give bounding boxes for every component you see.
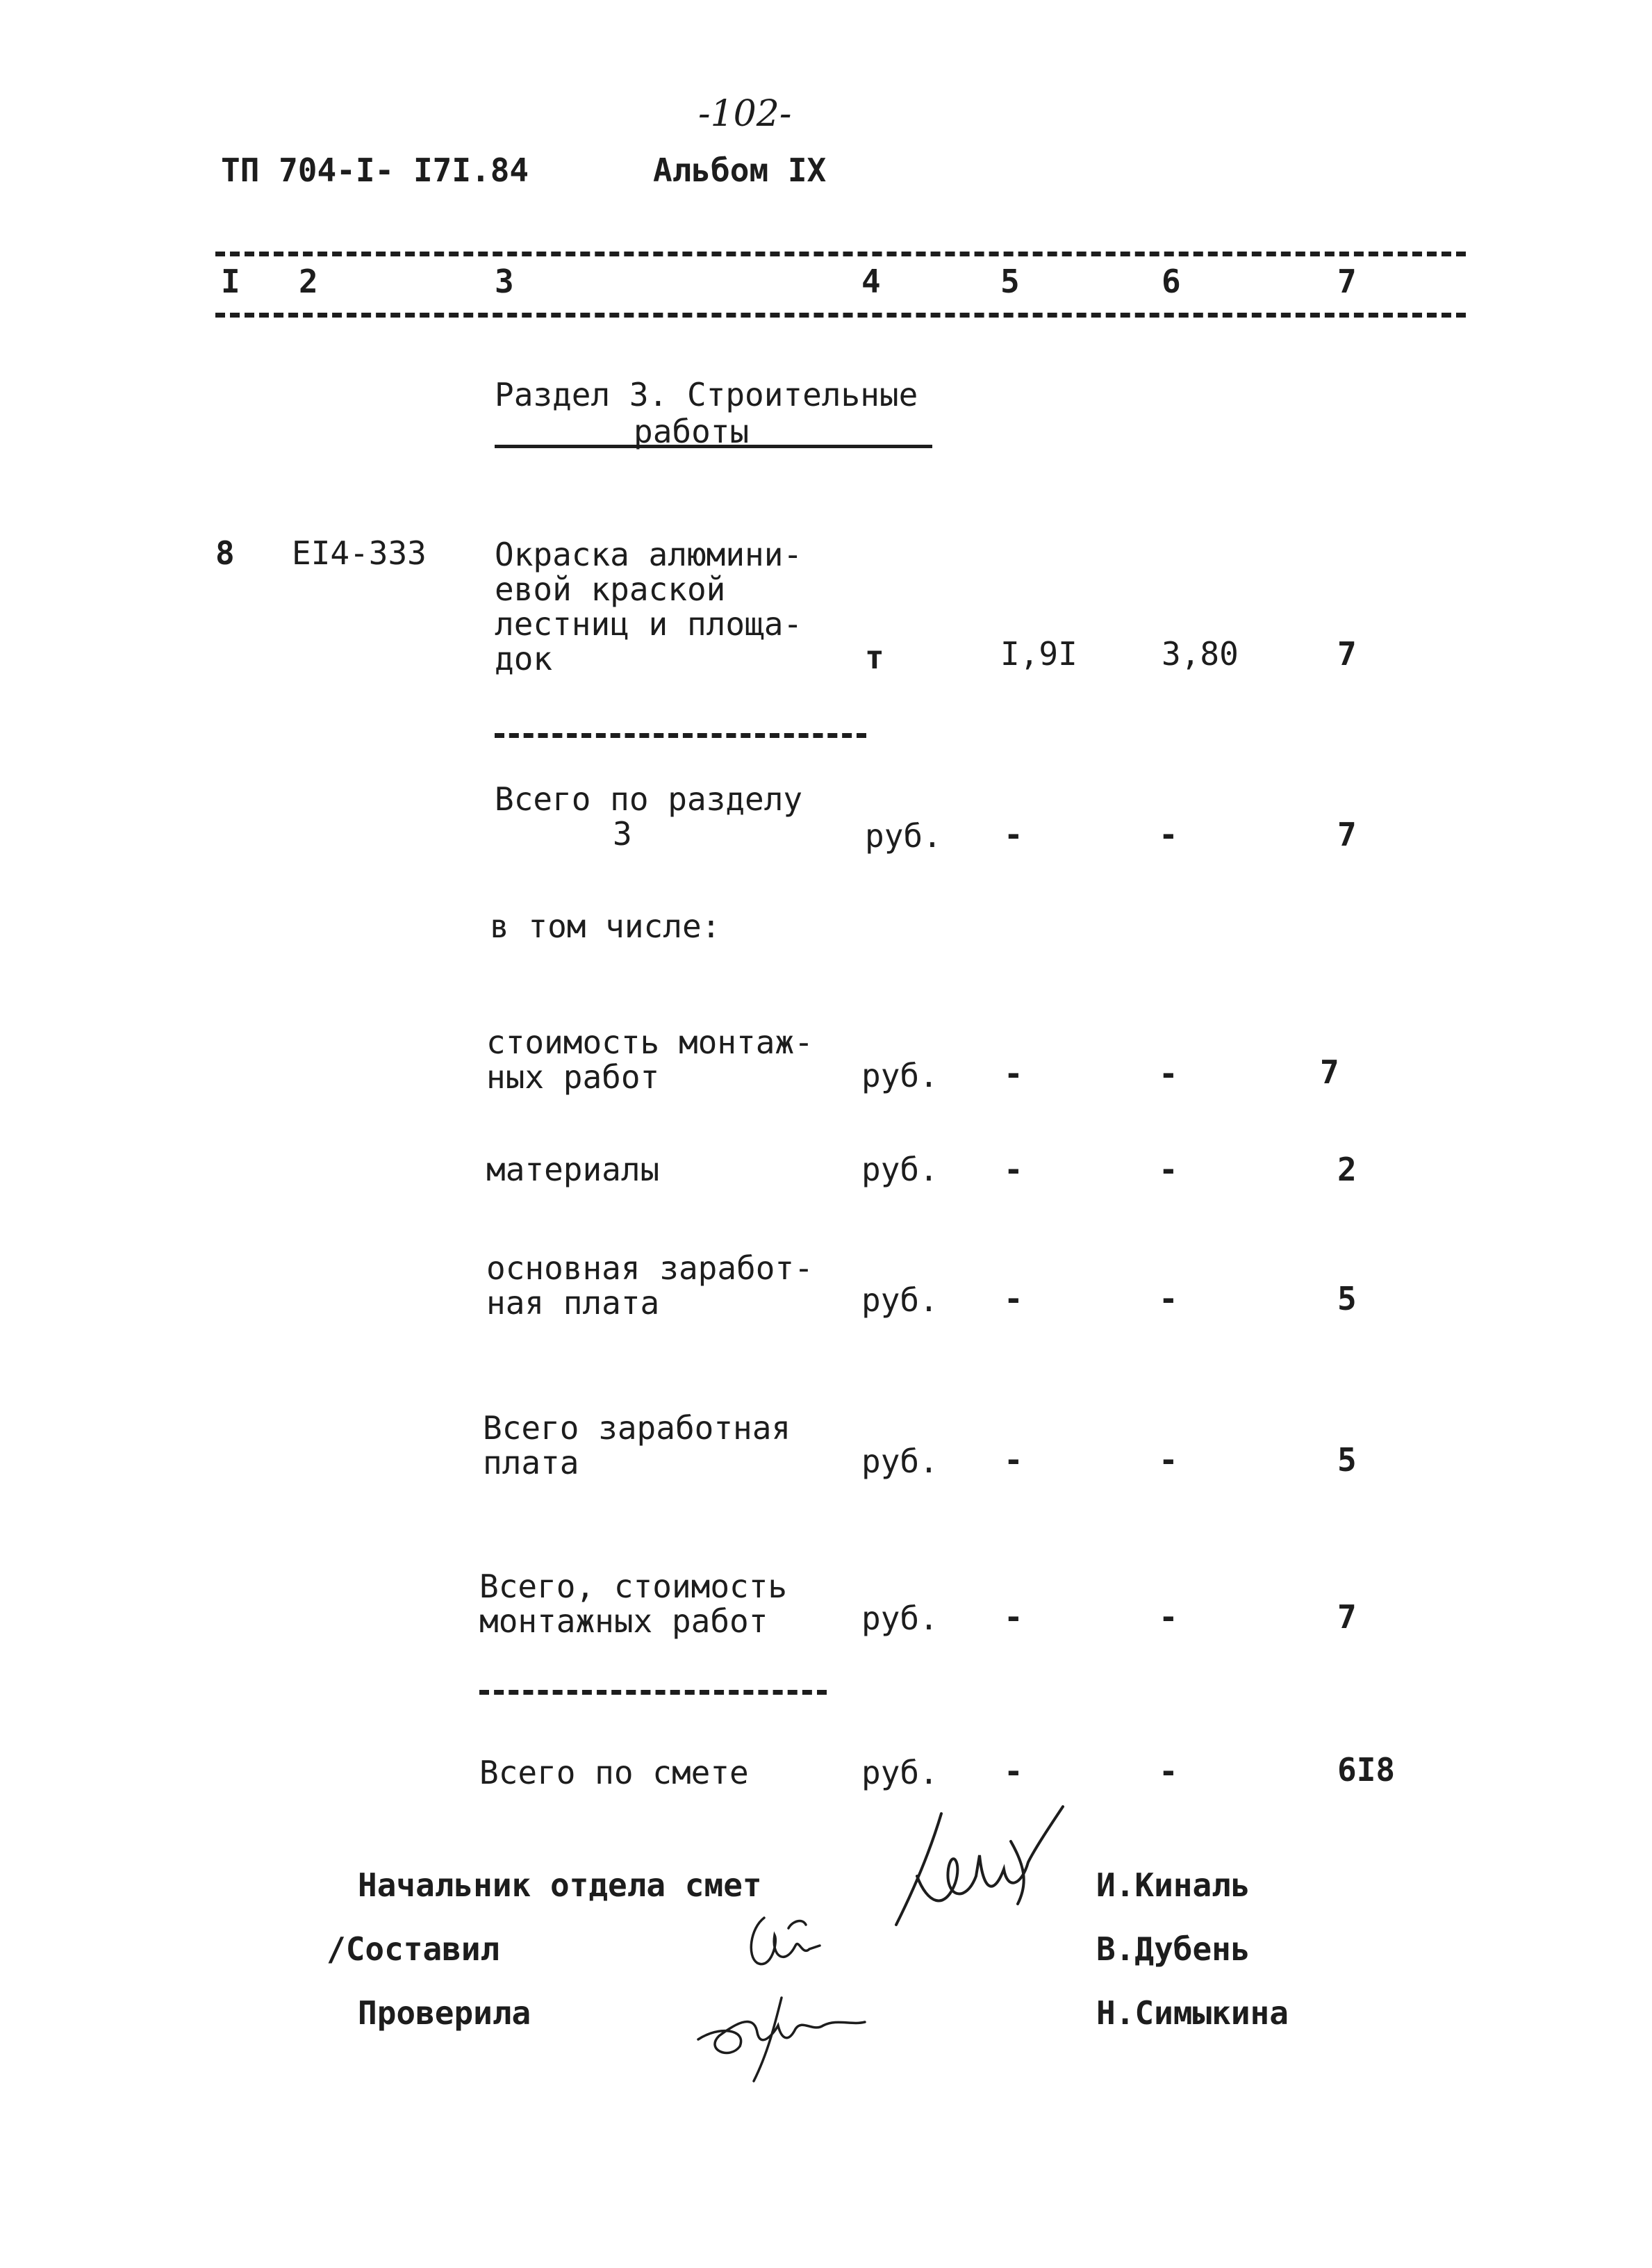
grand-total-total: 6I8 [1337,1751,1396,1789]
breakdown-description [486,1251,813,1320]
breakdown-col6: - [1159,1055,1178,1092]
item-description [495,537,802,676]
grand-total-col6: - [1159,1752,1178,1790]
breakdown-description-line: стоимость монтаж- [486,1024,813,1061]
table-top-rule [215,252,1466,256]
signature-mark-checker [691,1984,872,2088]
item-quantity: I,9I [1000,635,1077,673]
breakdown-description-line: ная плата [486,1284,660,1322]
breakdown-unit: руб. [861,1600,939,1637]
breakdown-unit: руб. [861,1151,939,1188]
item-description-line: Окраска алюмини- [495,536,803,573]
item-description-line: лестниц и площа- [495,605,803,643]
col-header-7: 7 [1337,263,1357,300]
grand-total-unit: руб. [861,1754,939,1791]
signature-name: В.Дубень [1096,1930,1250,1968]
grand-total-rule [479,1690,827,1695]
breakdown-unit: руб. [861,1443,939,1480]
subtotal-total: 7 [1337,816,1357,853]
breakdown-col6: - [1159,1151,1178,1188]
col-header-3: 3 [495,263,514,300]
breakdown-description-line: монтажных работ [479,1602,768,1640]
item-code: EI4-333 [292,534,427,572]
signature-mark-head [889,1800,1070,1932]
breakdown-description [479,1569,787,1638]
section-title-underline [495,445,932,448]
breakdown-description-line: основная заработ- [486,1249,813,1287]
breakdown-total: 5 [1337,1280,1357,1317]
breakdown-total: 2 [1337,1151,1357,1188]
album-label: Альбом IX [653,151,827,189]
page-number: -102- [698,93,792,135]
section-title-line2: работы [634,413,750,450]
item-description-line: док [495,640,553,677]
signature-name: Н.Симыкина [1096,1994,1289,2032]
breakdown-col5: - [1004,1280,1023,1317]
table-header-rule [215,313,1466,318]
breakdown-col6: - [1159,1598,1178,1636]
breakdown-unit: руб. [861,1057,939,1094]
breakdown-total: 5 [1337,1441,1357,1479]
including-label: в том числе: [490,907,721,945]
grand-total-description: Всего по смете [479,1754,749,1791]
breakdown-col5: - [1004,1598,1023,1636]
subtotal-col5: - [1004,816,1023,853]
signature-role: Проверила [358,1994,531,2032]
item-number: 8 [215,534,235,572]
item-description-line: евой краской [495,570,726,608]
item-unit-price: 3,80 [1162,635,1239,673]
breakdown-description-line: Всего заработная [483,1409,791,1447]
breakdown-description-line: плата [483,1444,579,1481]
breakdown-unit: руб. [861,1281,939,1319]
subtotal-col6: - [1159,816,1178,853]
breakdown-description-line: Всего, стоимость [479,1568,788,1605]
breakdown-description [486,1025,813,1094]
breakdown-description [483,1411,791,1480]
section-title-line1: Раздел 3. Строительные [495,376,918,413]
col-header-6: 6 [1162,263,1181,300]
breakdown-col5: - [1004,1151,1023,1188]
breakdown-total: 7 [1320,1053,1339,1091]
breakdown-col5: - [1004,1441,1023,1479]
signature-role: Начальник отдела смет [358,1866,762,1904]
signature-name: И.Киналь [1096,1866,1250,1904]
item-unit: т [865,639,884,676]
subtotal-description-line: Всего по разделу [495,780,803,818]
col-header-5: 5 [1000,263,1020,300]
col-header-4: 4 [861,263,881,300]
breakdown-col6: - [1159,1280,1178,1317]
breakdown-total: 7 [1337,1598,1357,1636]
breakdown-description: материалы [486,1151,660,1188]
item-total: 7 [1337,635,1357,673]
grand-total-col5: - [1004,1752,1023,1790]
subtotal-rule [495,733,866,738]
subtotal-unit: руб. [865,817,942,855]
subtotal-description-line: 3 [613,815,632,853]
doc-code: ТП 704-I- I7I.84 [221,151,529,189]
breakdown-col6: - [1159,1441,1178,1479]
subtotal-description [495,782,802,851]
col-header-2: 2 [299,263,318,300]
breakdown-col5: - [1004,1055,1023,1092]
breakdown-description-line: ных работ [486,1058,660,1096]
signature-mark-compiler [736,1907,841,1984]
col-header-1: I [221,263,240,300]
signature-role: /Составил [327,1930,500,1968]
